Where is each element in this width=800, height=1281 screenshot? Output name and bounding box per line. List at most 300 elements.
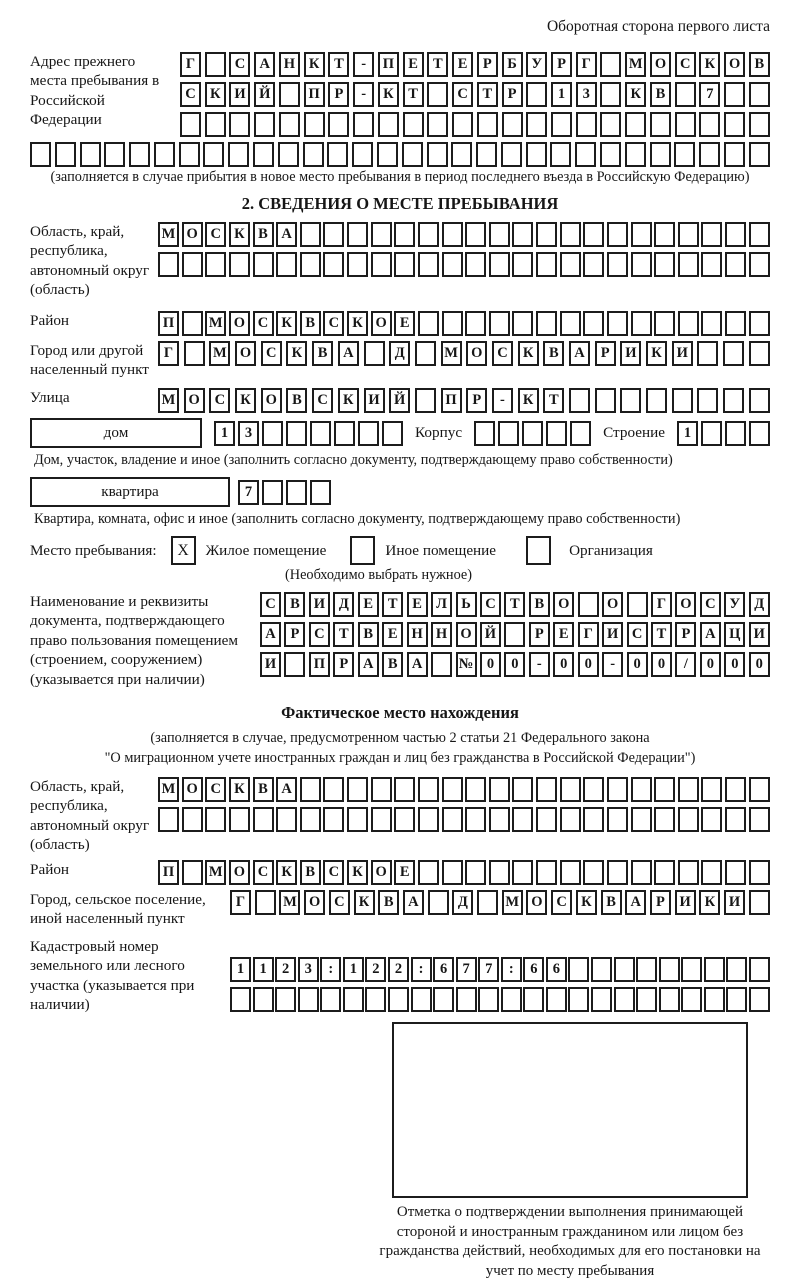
char-cell: 3 xyxy=(238,421,259,446)
stay-type-label: Место пребывания: xyxy=(30,541,157,559)
char-cell xyxy=(526,142,547,167)
char-cell xyxy=(631,860,652,885)
char-cell xyxy=(678,777,699,802)
char-cell: А xyxy=(260,622,281,647)
char-cell: Р xyxy=(328,82,349,107)
char-cell xyxy=(568,957,589,982)
char-cell xyxy=(614,957,635,982)
char-cell xyxy=(320,987,341,1012)
document-label: Наименование и реквизиты документа, подтверждающего право пользования помещением (строением, сооружением) (указывается при наличии) xyxy=(30,593,239,688)
char-cell xyxy=(465,252,486,277)
char-cell: П xyxy=(158,860,179,885)
char-cell xyxy=(364,341,385,366)
stay-type-note: (Необходимо выбрать нужное) xyxy=(285,567,473,583)
checkbox-other-premises xyxy=(350,536,375,565)
char-cell xyxy=(489,860,510,885)
char-cell xyxy=(591,987,612,1012)
char-cell: Р xyxy=(551,52,572,77)
char-cell: Г xyxy=(230,890,251,915)
char-cell xyxy=(253,807,274,832)
char-cell: О xyxy=(229,860,250,885)
char-cell: И xyxy=(260,652,281,677)
char-cell: В xyxy=(253,222,274,247)
char-cell xyxy=(749,421,770,446)
char-cell xyxy=(512,252,533,277)
char-cell xyxy=(279,112,300,137)
char-cell xyxy=(489,252,510,277)
actual-location-note2: "О миграционном учете иностранных граждан и лиц без гражданства в Российской Федерации") xyxy=(104,749,696,766)
char-cell: К xyxy=(229,777,250,802)
char-row xyxy=(180,112,770,137)
char-cell: О xyxy=(724,52,745,77)
char-cell xyxy=(600,142,621,167)
char-cell: М xyxy=(158,388,179,413)
apartment-cells xyxy=(238,480,331,505)
char-cell: 6 xyxy=(546,957,567,982)
char-cell: Т xyxy=(504,592,525,617)
char-cell xyxy=(725,860,746,885)
char-cell xyxy=(699,112,720,137)
char-cell: 0 xyxy=(724,652,745,677)
char-row xyxy=(230,987,770,1012)
char-cell xyxy=(631,777,652,802)
char-cell xyxy=(228,142,249,167)
char-cell xyxy=(418,311,439,336)
char-cell xyxy=(650,142,671,167)
char-cell: Г xyxy=(651,592,672,617)
district-field xyxy=(30,311,770,336)
char-cell xyxy=(725,777,746,802)
char-cell: В xyxy=(378,890,399,915)
char-cell: 2 xyxy=(275,957,296,982)
char-cell xyxy=(675,82,696,107)
char-cell xyxy=(523,987,544,1012)
char-cell xyxy=(286,480,307,505)
char-cell: В xyxy=(543,341,564,366)
char-cell: С xyxy=(700,592,721,617)
char-cell xyxy=(180,112,201,137)
char-cell: М xyxy=(625,52,646,77)
char-cell xyxy=(327,142,348,167)
char-cell xyxy=(560,311,581,336)
char-cell: 2 xyxy=(388,957,409,982)
char-cell xyxy=(725,807,746,832)
char-cell: В xyxy=(284,592,305,617)
char-cell: М xyxy=(502,890,523,915)
char-cell: М xyxy=(209,341,230,366)
char-cell xyxy=(129,142,150,167)
char-cell xyxy=(607,807,628,832)
char-cell xyxy=(636,957,657,982)
region-label: Область, край, республика, автономный округ (область) xyxy=(30,223,150,299)
char-cell xyxy=(560,222,581,247)
char-cell xyxy=(659,987,680,1012)
char-cell: Т xyxy=(543,388,564,413)
char-cell: 7 xyxy=(699,82,720,107)
char-cell xyxy=(512,777,533,802)
char-cell: К xyxy=(304,52,325,77)
char-cell xyxy=(203,142,224,167)
char-cell: Б xyxy=(502,52,523,77)
char-cell xyxy=(749,341,770,366)
char-cell xyxy=(536,252,557,277)
char-cell xyxy=(723,388,744,413)
char-cell xyxy=(262,421,283,446)
char-cell xyxy=(229,252,250,277)
char-cell xyxy=(749,987,770,1012)
char-cell: 1 xyxy=(677,421,698,446)
char-cell xyxy=(498,421,519,446)
cadastral-label: Кадастровый номер земельного или лесного участка (указывается при наличии) xyxy=(30,937,195,1014)
char-row xyxy=(158,252,770,277)
char-cell: М xyxy=(205,311,226,336)
option-other-premises-label: Иное помещение xyxy=(385,541,497,559)
char-cell: 6 xyxy=(523,957,544,982)
char-cell xyxy=(205,252,226,277)
house-cells xyxy=(214,421,403,446)
apartment-row xyxy=(30,477,770,507)
char-cell xyxy=(205,807,226,832)
stay-type-row xyxy=(30,536,770,565)
char-cell: 1 xyxy=(214,421,235,446)
char-cell xyxy=(536,860,557,885)
char-cell xyxy=(749,957,770,982)
char-cell: 0 xyxy=(480,652,501,677)
char-cell xyxy=(620,388,641,413)
house-row xyxy=(30,418,770,448)
char-cell: Р xyxy=(284,622,305,647)
char-cell xyxy=(625,142,646,167)
char-cell: Й xyxy=(254,82,275,107)
char-cell: О xyxy=(229,311,250,336)
char-cell xyxy=(442,860,463,885)
char-cell xyxy=(607,252,628,277)
char-row xyxy=(260,592,770,617)
char-cell xyxy=(300,777,321,802)
char-cell xyxy=(418,860,439,885)
page-header-note: Оборотная сторона первого листа xyxy=(546,18,770,35)
char-cell xyxy=(504,622,525,647)
char-cell xyxy=(551,112,572,137)
char-cell xyxy=(442,252,463,277)
char-cell: А xyxy=(254,52,275,77)
char-cell: О xyxy=(466,341,487,366)
char-cell xyxy=(560,860,581,885)
char-cell xyxy=(303,142,324,167)
char-cell: Н xyxy=(431,622,452,647)
char-cell xyxy=(575,142,596,167)
char-cell xyxy=(388,987,409,1012)
char-cell: А xyxy=(276,222,297,247)
char-cell xyxy=(672,388,693,413)
char-cell: 0 xyxy=(504,652,525,677)
char-cell xyxy=(631,311,652,336)
char-cell: В xyxy=(300,311,321,336)
actual-location-note1: (заполняется в случае, предусмотренном частью 2 статьи 21 Федерального закона xyxy=(150,730,650,747)
char-cell: Д xyxy=(389,341,410,366)
char-cell: : xyxy=(411,957,432,982)
char-cell xyxy=(725,311,746,336)
char-cell xyxy=(646,388,667,413)
char-cell: 7 xyxy=(456,957,477,982)
char-cell: Т xyxy=(382,592,403,617)
char-cell xyxy=(583,807,604,832)
char-cell: А xyxy=(625,890,646,915)
char-cell xyxy=(474,421,495,446)
actual-city-label: Город, сельское поселение, иной населенный пункт xyxy=(30,890,206,928)
char-row xyxy=(158,388,770,413)
char-cell: - xyxy=(353,52,374,77)
char-cell: И xyxy=(675,890,696,915)
prev-address-note: (заполняется в случае прибытия в новое место пребывания в период последнего въезда в Российскую Федерацию) xyxy=(50,169,750,185)
char-cell xyxy=(465,311,486,336)
char-cell xyxy=(726,957,747,982)
char-cell xyxy=(654,807,675,832)
char-cell xyxy=(253,987,274,1012)
char-cell xyxy=(568,987,589,1012)
char-row xyxy=(158,222,770,247)
char-cell xyxy=(749,388,770,413)
char-cell xyxy=(749,112,770,137)
char-cell: Е xyxy=(394,860,415,885)
char-row xyxy=(230,890,770,915)
char-cell: : xyxy=(320,957,341,982)
char-cell: 0 xyxy=(700,652,721,677)
char-cell xyxy=(442,311,463,336)
char-cell xyxy=(625,112,646,137)
char-cell: К xyxy=(699,52,720,77)
char-cell: / xyxy=(675,652,696,677)
char-cell: И xyxy=(602,622,623,647)
char-cell: Р xyxy=(477,52,498,77)
char-cell xyxy=(749,222,770,247)
char-cell xyxy=(452,112,473,137)
char-cell: К xyxy=(286,341,307,366)
char-cell: Р xyxy=(466,388,487,413)
char-cell xyxy=(546,987,567,1012)
char-cell xyxy=(275,987,296,1012)
char-cell xyxy=(310,421,331,446)
char-cell xyxy=(418,807,439,832)
char-cell xyxy=(749,142,770,167)
cadastral-field xyxy=(30,937,770,1015)
char-cell: Т xyxy=(427,52,448,77)
stamp-caption: Отметка о подтверждении выполнения принимающей стороной и иностранным гражданином или лицом без гражданства действий, необходимых для его постановки на учет по месту пребывания xyxy=(379,1204,761,1279)
char-cell xyxy=(502,112,523,137)
char-cell: Р xyxy=(529,622,550,647)
char-cell: А xyxy=(569,341,590,366)
char-row xyxy=(180,52,770,77)
char-cell: С xyxy=(209,388,230,413)
option-residential-label: Жилое помещение xyxy=(205,541,327,559)
char-cell: С xyxy=(323,860,344,885)
char-cell xyxy=(654,777,675,802)
char-cell: С xyxy=(180,82,201,107)
char-cell xyxy=(674,142,695,167)
char-row xyxy=(158,860,770,885)
char-cell: К xyxy=(276,311,297,336)
char-cell xyxy=(631,252,652,277)
char-cell xyxy=(347,777,368,802)
char-cell xyxy=(477,890,498,915)
char-cell xyxy=(560,807,581,832)
char-cell: Р xyxy=(675,622,696,647)
char-cell xyxy=(501,987,522,1012)
char-cell xyxy=(402,142,423,167)
char-cell xyxy=(310,480,331,505)
char-cell: 0 xyxy=(749,652,770,677)
char-cell xyxy=(358,421,379,446)
section2-title: 2. СВЕДЕНИЯ О МЕСТЕ ПРЕБЫВАНИЯ xyxy=(241,194,559,213)
char-cell: Т xyxy=(403,82,424,107)
char-cell: В xyxy=(358,622,379,647)
char-cell: О xyxy=(456,622,477,647)
char-row xyxy=(158,807,770,832)
char-cell xyxy=(80,142,101,167)
char-cell xyxy=(55,142,76,167)
char-cell xyxy=(659,957,680,982)
char-cell: Е xyxy=(403,52,424,77)
char-cell xyxy=(749,311,770,336)
char-cell: С xyxy=(480,592,501,617)
house-note: Дом, участок, владение и иное (заполнить согласно документу, подтверждающему право собственности) xyxy=(34,452,673,468)
char-cell xyxy=(276,807,297,832)
char-cell: К xyxy=(347,311,368,336)
char-cell xyxy=(654,311,675,336)
char-cell: 7 xyxy=(238,480,259,505)
char-cell xyxy=(607,860,628,885)
char-cell xyxy=(418,252,439,277)
stamp-box xyxy=(392,1022,748,1198)
char-cell: К xyxy=(338,388,359,413)
char-cell xyxy=(654,860,675,885)
char-cell: Л xyxy=(431,592,452,617)
char-cell xyxy=(583,777,604,802)
char-cell xyxy=(371,222,392,247)
actual-district-field xyxy=(30,860,770,885)
option-organization-label: Организация xyxy=(569,541,653,559)
char-cell xyxy=(607,311,628,336)
char-cell xyxy=(442,222,463,247)
char-cell xyxy=(701,777,722,802)
char-cell xyxy=(723,341,744,366)
char-cell xyxy=(600,112,621,137)
char-cell xyxy=(323,252,344,277)
char-cell: А xyxy=(276,777,297,802)
char-cell: С xyxy=(627,622,648,647)
char-cell xyxy=(512,860,533,885)
char-cell: С xyxy=(551,890,572,915)
char-cell: В xyxy=(382,652,403,677)
char-cell xyxy=(255,890,276,915)
char-cell xyxy=(600,82,621,107)
apartment-box: квартира xyxy=(30,477,230,507)
char-cell: Р xyxy=(502,82,523,107)
char-cell xyxy=(583,311,604,336)
char-cell xyxy=(428,890,449,915)
char-cell xyxy=(701,222,722,247)
char-cell xyxy=(465,777,486,802)
char-cell: С xyxy=(329,890,350,915)
char-cell xyxy=(465,222,486,247)
char-cell xyxy=(182,807,203,832)
char-cell xyxy=(697,341,718,366)
char-cell xyxy=(415,388,436,413)
char-cell: В xyxy=(312,341,333,366)
char-cell xyxy=(365,987,386,1012)
char-cell xyxy=(182,860,203,885)
char-cell xyxy=(607,777,628,802)
char-cell: О xyxy=(602,592,623,617)
char-cell xyxy=(512,222,533,247)
char-cell: М xyxy=(158,222,179,247)
char-cell: В xyxy=(286,388,307,413)
char-cell xyxy=(550,142,571,167)
char-cell xyxy=(600,52,621,77)
char-cell xyxy=(749,890,770,915)
char-cell xyxy=(701,311,722,336)
char-cell: О xyxy=(675,592,696,617)
char-row xyxy=(180,82,770,107)
char-cell: 3 xyxy=(298,957,319,982)
char-cell xyxy=(347,252,368,277)
char-cell xyxy=(352,142,373,167)
char-cell: С xyxy=(229,52,250,77)
char-cell xyxy=(229,807,250,832)
char-cell xyxy=(536,311,557,336)
char-cell xyxy=(701,807,722,832)
char-cell: К xyxy=(518,341,539,366)
char-cell xyxy=(382,421,403,446)
char-cell xyxy=(411,987,432,1012)
char-cell xyxy=(583,252,604,277)
char-cell: О xyxy=(371,311,392,336)
char-cell xyxy=(377,142,398,167)
char-cell xyxy=(284,652,305,677)
char-cell xyxy=(512,311,533,336)
char-cell: Е xyxy=(407,592,428,617)
char-cell xyxy=(477,112,498,137)
char-cell xyxy=(300,252,321,277)
char-cell xyxy=(675,112,696,137)
char-cell xyxy=(278,142,299,167)
char-cell xyxy=(725,252,746,277)
char-cell xyxy=(560,252,581,277)
char-cell: Р xyxy=(333,652,354,677)
char-cell: О xyxy=(371,860,392,885)
char-row xyxy=(260,622,770,647)
char-cell: К xyxy=(347,860,368,885)
char-cell xyxy=(182,252,203,277)
char-cell xyxy=(451,142,472,167)
char-cell: У xyxy=(526,52,547,77)
street-field xyxy=(30,388,770,413)
char-cell xyxy=(631,807,652,832)
char-cell: И xyxy=(620,341,641,366)
char-cell xyxy=(489,807,510,832)
char-cell: 2 xyxy=(365,957,386,982)
char-cell xyxy=(725,421,746,446)
char-cell xyxy=(427,112,448,137)
char-cell xyxy=(489,311,510,336)
char-cell: К xyxy=(229,222,250,247)
region-field xyxy=(30,222,770,306)
char-cell: С xyxy=(205,777,226,802)
apartment-note: Квартира, комната, офис и иное (заполнить согласно документу, подтверждающему право собственности) xyxy=(34,511,681,527)
char-cell: Т xyxy=(328,52,349,77)
char-cell xyxy=(300,222,321,247)
char-cell xyxy=(560,777,581,802)
